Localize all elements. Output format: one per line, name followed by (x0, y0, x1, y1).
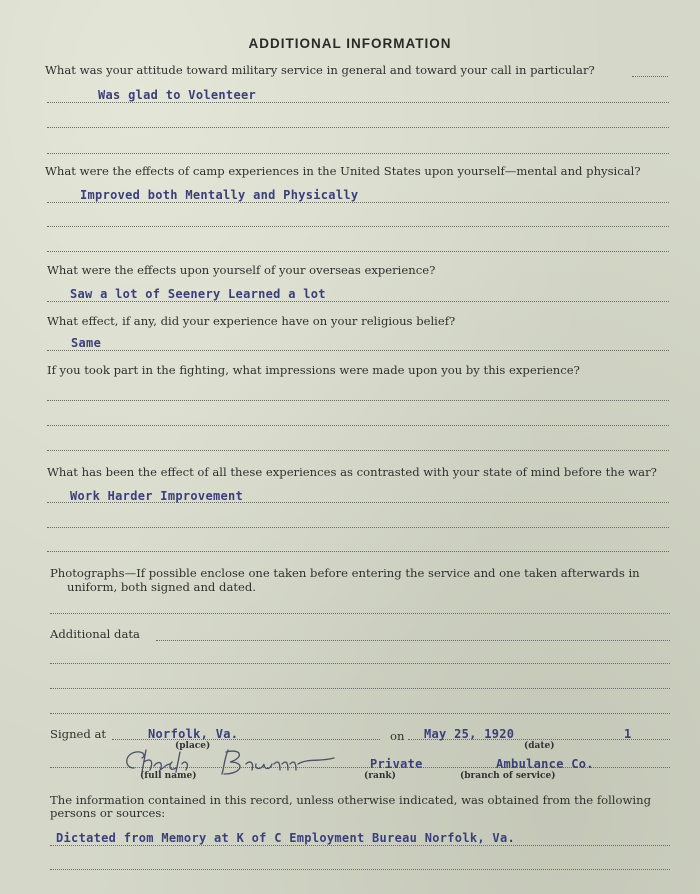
question-military-attitude: What was your attitude toward military service in general and toward your call in particular? (45, 63, 595, 77)
question-state-of-mind: What has been the effect of all these experiences as contrasted with your state of mind before the war? (47, 465, 657, 479)
answer-line (47, 527, 669, 528)
answer-line (47, 127, 669, 128)
answer-line (47, 551, 669, 552)
answer-line (47, 251, 669, 252)
answer-line (50, 688, 670, 689)
answer-line (632, 76, 668, 77)
answer-religious-belief: Same (71, 336, 102, 350)
answer-line (47, 450, 669, 451)
branch-value: Ambulance Co. (496, 757, 594, 771)
sources-statement: The information contained in this record, unless otherwise indicated, was obtained from the following (50, 793, 652, 807)
full-name-caption: (full name) (140, 771, 197, 781)
signed-place: Norfolk, Va. (148, 727, 239, 741)
photographs-instructions-cont: uniform, both signed and dated. (67, 580, 256, 594)
branch-caption: (branch of service) (460, 771, 556, 781)
question-overseas-effects: What were the effects upon yourself of your overseas experience? (47, 263, 436, 277)
question-camp-effects: What were the effects of camp experiences in the United States upon yourself—mental and physical? (45, 164, 641, 178)
date-caption: (date) (524, 741, 555, 751)
page-title: ADDITIONAL INFORMATION (248, 36, 452, 51)
answer-line (50, 869, 670, 870)
sources-answer: Dictated from Memory at K of C Employment Bureau Norfolk, Va. (56, 831, 516, 845)
rank-caption: (rank) (364, 771, 396, 781)
answer-line (47, 301, 669, 302)
answer-line (47, 400, 669, 401)
answer-overseas-effects: Saw a lot of Seenery Learned a lot (70, 287, 326, 301)
answer-line (50, 613, 670, 614)
additional-data-label: Additional data (50, 627, 140, 641)
on-label: on (390, 729, 405, 743)
signed-at-label: Signed at (50, 727, 107, 741)
rank-value: Private (370, 757, 423, 771)
signed-date-suffix: 1 (624, 727, 632, 741)
answer-camp-effects: Improved both Mentally and Physically (80, 188, 359, 202)
answer-line (50, 663, 670, 664)
answer-military-attitude: Was glad to Volenteer (98, 88, 257, 102)
question-religious-belief: What effect, if any, did your experience have on your religious belief? (47, 314, 456, 328)
place-caption: (place) (175, 741, 211, 751)
answer-line (47, 202, 669, 203)
answer-line (47, 153, 669, 154)
answer-line (47, 226, 669, 227)
answer-line (156, 640, 670, 641)
question-fighting-impressions: If you took part in the fighting, what impressions were made upon you by this experience? (47, 363, 580, 377)
answer-line (50, 845, 670, 846)
answer-line (47, 102, 669, 103)
answer-line (47, 350, 669, 351)
answer-line (47, 502, 669, 503)
answer-line (47, 425, 669, 426)
sources-statement-cont: persons or sources: (50, 806, 166, 820)
answer-state-of-mind: Work Harder Improvement (70, 489, 244, 503)
photographs-instructions: Photographs—If possible enclose one taken before entering the service and one taken afterwards in (50, 566, 640, 580)
signed-date: May 25, 1920 (424, 727, 515, 741)
answer-line (50, 713, 670, 714)
